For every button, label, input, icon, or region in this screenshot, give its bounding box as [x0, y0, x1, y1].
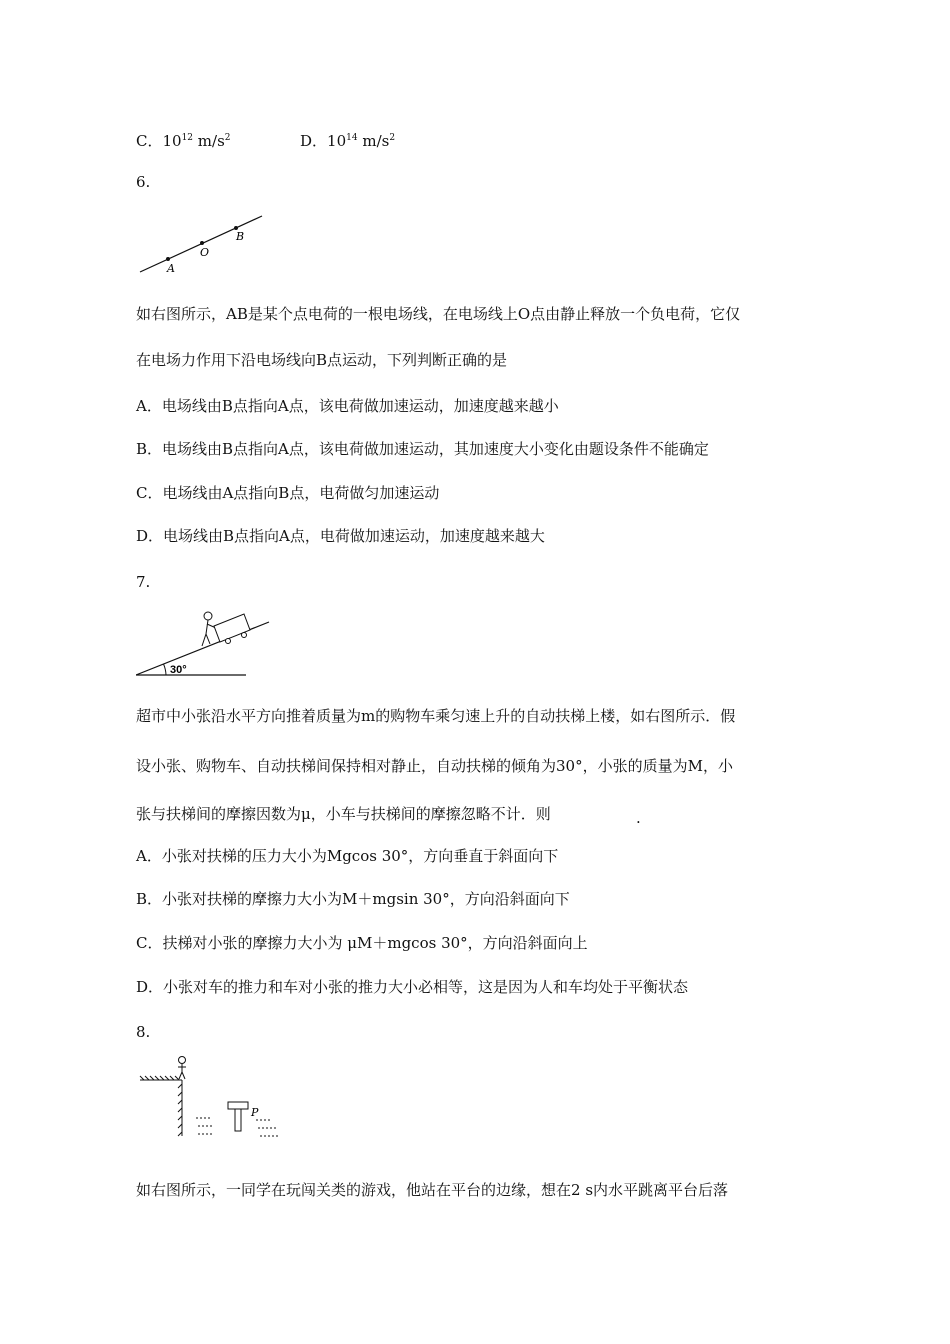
- q7-escalator-figure: [136, 608, 276, 680]
- pillar-icon: [228, 1102, 248, 1131]
- q7-trailing-dot: .: [636, 809, 641, 827]
- q6-option-b: B．电场线由B点指向A点，该电荷做加速运动，其加速度大小变化由题设条件不能确定: [136, 440, 709, 458]
- q8-number: 8.: [136, 1023, 151, 1041]
- point-o-dot: [200, 241, 204, 245]
- q6-number: 6.: [136, 173, 151, 191]
- q5-option-c: C．$10^{12}$ $m/s^2$: [136, 132, 231, 150]
- q6-option-d: D．电场线由B点指向A点，电荷做加速运动，加速度越来越大: [136, 527, 545, 545]
- q6-stem-line-1: 如右图所示，AB是某个点电荷的一根电场线，在电场线上O点由静止释放一个负电荷，它仅: [136, 305, 741, 323]
- point-a-dot: [166, 257, 170, 261]
- q7-stem-line-3: 张与扶梯间的摩擦因数为μ，小车与扶梯间的摩擦忽略不计．则: [136, 805, 551, 823]
- person-icon: [202, 612, 216, 646]
- q8-stem-line-1: 如右图所示，一同学在玩闯关类的游戏，他站在平台的边缘，想在2 s内水平跳离平台后落: [136, 1181, 729, 1199]
- q6-option-a: A．电场线由B点指向A点，该电荷做加速运动，加速度越来越小: [136, 397, 559, 415]
- q6-option-c: C．电场线由A点指向B点，电荷做匀加速运动: [136, 484, 440, 502]
- platform-icon: [140, 1076, 182, 1136]
- q7-stem-line-1: 超市中小张沿水平方向推着质量为m的购物车乘匀速上升的自动扶梯上楼，如右图所示．假: [136, 707, 736, 725]
- angle-label: 30°: [170, 664, 187, 676]
- q7-option-b: B．小张对扶梯的摩擦力大小为M＋mgsin 30°，方向沿斜面向下: [136, 890, 570, 908]
- q8-platform-figure: [136, 1056, 286, 1140]
- label-a: A: [167, 262, 175, 275]
- q5-option-d: D．$10^{14}$ $m/s^2$: [300, 132, 396, 150]
- q6-field-line-figure: [136, 210, 266, 278]
- angle-arc: [164, 664, 167, 675]
- shopping-cart-icon: [214, 614, 250, 644]
- person-icon: [178, 1057, 186, 1080]
- pillar-label: P: [251, 1106, 259, 1119]
- q6-stem-line-2: 在电场力作用下沿电场线向B点运动，下列判断正确的是: [136, 351, 508, 369]
- q7-option-c: C．扶梯对小张的摩擦力大小为 μM＋mgcos 30°，方向沿斜面向上: [136, 934, 588, 952]
- label-o: O: [200, 246, 210, 259]
- q7-option-a: A．小张对扶梯的压力大小为Mgcos 30°，方向垂直于斜面向下: [136, 847, 559, 865]
- water-right-icon: [256, 1120, 278, 1136]
- q7-option-d: D．小张对车的推力和车对小张的推力大小必相等，这是因为人和车均处于平衡状态: [136, 978, 689, 996]
- label-b: B: [236, 230, 245, 243]
- q7-stem-line-2: 设小张、购物车、自动扶梯间保持相对静止，自动扶梯的倾角为30°，小张的质量为M，小: [136, 757, 733, 775]
- q7-number: 7.: [136, 573, 151, 591]
- water-left-icon: [196, 1118, 214, 1134]
